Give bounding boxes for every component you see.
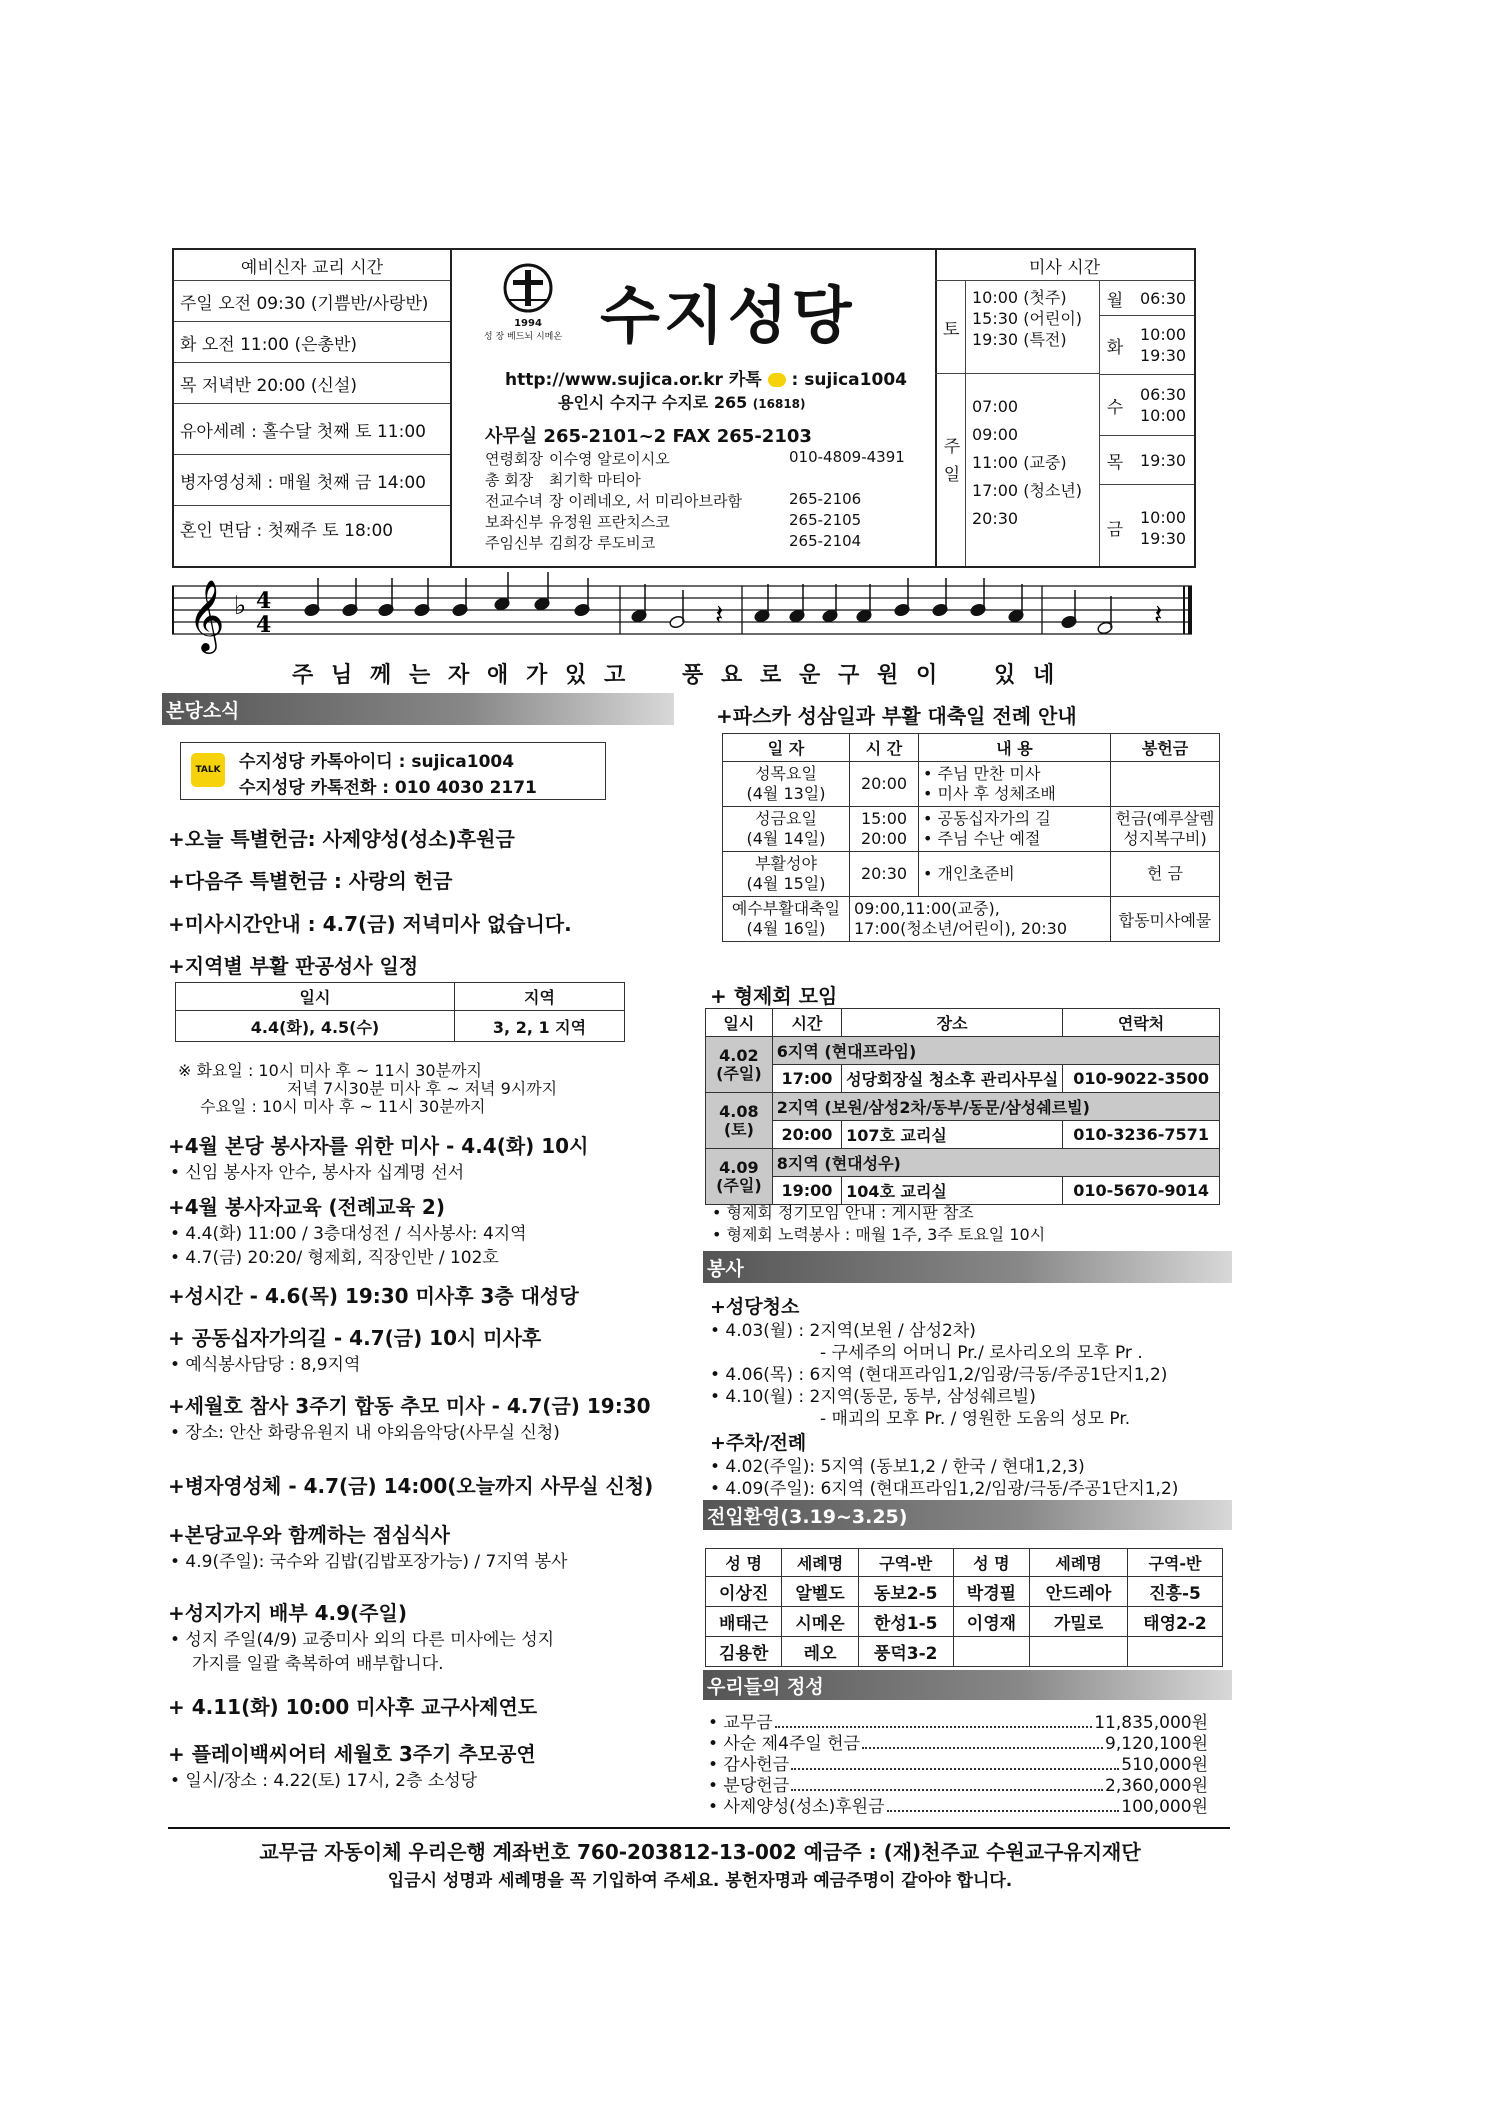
- easter-date: 예수부활대축일 (4월 16일): [723, 897, 850, 942]
- news-title: +4월 봉사자교육 (전례교육 2): [168, 1195, 445, 1219]
- catechism-row: 혼인 면담 : 첫째주 토 18:00: [180, 520, 394, 541]
- welcome-cell: 이영재: [953, 1607, 1029, 1637]
- parking-title: +주차/전례: [710, 1432, 807, 1454]
- lyric-syllable: 요: [721, 663, 743, 688]
- easter-time: 20:00: [850, 762, 919, 807]
- footer-note: 입금시 성명과 세례명을 꼭 기입하여 주세요. 봉헌자명과 예금주명이 같아야 합니다.: [387, 1871, 1013, 1891]
- news-title: + 공동십자가의길 - 4.7(금) 10시 미사후: [168, 1326, 542, 1350]
- offering-list: [708, 1712, 1208, 1817]
- welcome-cell: [1030, 1637, 1128, 1667]
- welcome-row: [706, 1577, 1223, 1607]
- offering-label: • 감사헌금: [708, 1755, 790, 1775]
- offering-amount: 2,360,000원: [1105, 1776, 1208, 1796]
- confession-note-3: 수요일 : 10시 미사 후 ~ 11시 30분까지: [200, 1097, 486, 1116]
- catechism-row: 주일 오전 09:30 (기쁨반/사랑반): [174, 281, 450, 322]
- news-detail: • 일시/장소 : 4.22(토) 17시, 2층 소성당: [170, 1771, 478, 1791]
- brotherhood-date: 4.09 (주일): [706, 1149, 773, 1205]
- weekday-row: [1100, 436, 1194, 485]
- brotherhood-region-row: [706, 1149, 1220, 1177]
- welcome-cell: 태영2-2: [1127, 1607, 1222, 1637]
- saturday-label: 토: [943, 320, 960, 340]
- contact-role: 총 회장: [485, 471, 534, 489]
- offering-label: • 사순 제4주일 헌금: [708, 1734, 861, 1754]
- contact-name: 김희강 루도비코: [549, 534, 656, 552]
- easter-time: 09:00,11:00(교중), 17:00(청소년/어린이), 20:30: [850, 897, 1111, 942]
- news-title: + 4.11(화) 10:00 미사후 교구사제연도: [168, 1695, 538, 1719]
- easter-offering: [1111, 762, 1220, 807]
- contact-phone: 265-2106: [789, 490, 862, 508]
- lyric-syllable: 자: [448, 663, 470, 688]
- brotherhood-title: + 형제회 모임: [710, 984, 838, 1008]
- catechism-row: 목 저녁반 20:00 (신설): [174, 363, 450, 404]
- kakao-box: [180, 742, 606, 800]
- news-detail: • 4.4(화) 11:00 / 3층대성전 / 식사봉사: 4지역: [170, 1224, 527, 1244]
- weekday-day: 화: [1106, 337, 1124, 358]
- news-title: +세월호 참사 3주기 합동 추모 미사 - 4.7(금) 19:30: [168, 1394, 651, 1418]
- catechism-panel: [174, 250, 452, 566]
- news-special-offering: +오늘 특별헌금: 사제양성(성소)후원금: [168, 827, 515, 851]
- offering-amount: 100,000원: [1121, 1797, 1208, 1817]
- easter-date: 성금요일 (4월 14일): [723, 807, 850, 852]
- lyric-syllable: 원: [877, 663, 899, 688]
- weekday-day: 금: [1106, 520, 1124, 540]
- news-detail: • 신임 봉사자 안수, 봉사자 십계명 선서: [170, 1163, 465, 1183]
- lyric-syllable: 주: [292, 663, 314, 688]
- weekday-masses: [1100, 281, 1194, 566]
- brotherhood-table: [705, 1008, 1220, 1205]
- church-name: 수지성당: [600, 279, 856, 352]
- section-welcome: 전입환영(3.19~3.25): [703, 1500, 1232, 1530]
- cleaning-line: • 4.10(월) : 2지역(동문, 동부, 삼성쉐르빌): [710, 1387, 1036, 1407]
- easter-offering: 헌 금: [1111, 852, 1220, 897]
- offering-label: • 사제양성(성소)후원금: [708, 1797, 885, 1817]
- lyric-syllable: 고: [604, 663, 626, 688]
- sunday-time: 17:00 (청소년): [972, 481, 1083, 500]
- brotherhood-time: 19:00: [772, 1177, 841, 1205]
- easter-row: [723, 897, 1220, 942]
- news-mass-notice: +미사시간안내 : 4.7(금) 저녁미사 없습니다.: [168, 912, 572, 936]
- welcome-header: 성 명: [953, 1549, 1029, 1577]
- contact-role: 보좌신부: [485, 513, 543, 531]
- saturday-time: 15:30 (어린이): [972, 309, 1083, 328]
- weekday-row: [1100, 316, 1194, 375]
- brotherhood-header-contact: 연락처: [1063, 1009, 1220, 1037]
- brotherhood-header-place: 장소: [842, 1009, 1063, 1037]
- welcome-header: 구역-반: [1127, 1549, 1222, 1577]
- cleaning-line: - 매괴의 모후 Pr. / 영원한 도움의 성모 Pr.: [820, 1409, 1131, 1429]
- sunday-time: 11:00 (교중): [972, 453, 1067, 472]
- mass-times-panel: [935, 250, 1194, 566]
- saturday-time: 19:30 (특전): [972, 330, 1067, 349]
- section-offerings: 우리들의 정성: [703, 1670, 1232, 1700]
- lyric-syllable: 께: [370, 663, 392, 688]
- brotherhood-region-row: [706, 1037, 1220, 1065]
- news-detail: • 장소: 안산 화랑유원지 내 야외음악당(사무실 신청): [170, 1423, 560, 1443]
- brotherhood-region: 6지역 (현대프라임): [772, 1037, 1219, 1065]
- kakao-phone-line: 수지성당 카톡전화 : 010 4030 2171: [239, 778, 537, 798]
- welcome-header: 구역-반: [858, 1549, 953, 1577]
- weekday-times: 06:30: [1140, 288, 1187, 308]
- contact-role: 전교수녀: [485, 492, 543, 510]
- easter-date: 성목요일 (4월 13일): [723, 762, 850, 807]
- welcome-header: 세례명: [782, 1549, 858, 1577]
- brotherhood-place: 성당회장실 청소후 관리사무실: [842, 1065, 1063, 1093]
- easter-time: 20:30: [850, 852, 919, 897]
- rest-icon: 𝄽: [1154, 598, 1163, 631]
- welcome-cell: 김용한: [706, 1637, 782, 1667]
- lyric-syllable: 님: [331, 663, 353, 688]
- sunday-time: 07:00: [972, 397, 1019, 416]
- welcome-cell: 알벨도: [782, 1577, 858, 1607]
- easter-row: [723, 852, 1220, 897]
- brotherhood-note-2: • 형제회 노력봉사 : 매월 1주, 3주 토요일 10시: [712, 1225, 1046, 1244]
- news-title: +본당교우와 함께하는 점심식사: [168, 1523, 450, 1547]
- welcome-table: [705, 1548, 1223, 1667]
- catechism-row: 유아세례 : 홀수달 첫째 토 11:00: [174, 404, 450, 455]
- news-title: +병자영성체 - 4.7(금) 14:00(오늘까지 사무실 신청): [168, 1474, 654, 1498]
- logo-year: 1994: [514, 318, 542, 329]
- news-title: +4월 본당 봉사자를 위한 미사 - 4.4(화) 10시: [168, 1134, 589, 1158]
- easter-date: 부활성야 (4월 15일): [723, 852, 850, 897]
- offering-amount: 510,000원: [1121, 1755, 1208, 1775]
- confession-table: [175, 982, 625, 1042]
- lyric-syllable: 로: [760, 663, 782, 688]
- contact-name: 유정원 프란치스코: [549, 513, 670, 531]
- catechism-row: 병자영성체 : 매월 첫째 금 14:00: [174, 455, 450, 506]
- brotherhood-detail-row: [706, 1121, 1220, 1149]
- contact-role: 연령회장: [485, 450, 543, 468]
- easter-content: • 공동십자가의 길 • 주님 수난 예절: [919, 807, 1111, 852]
- welcome-cell: 안드레아: [1030, 1577, 1128, 1607]
- lyric-syllable: 있: [565, 663, 587, 688]
- brotherhood-time: 20:00: [772, 1121, 841, 1149]
- confession-header-date: 일시: [176, 983, 455, 1011]
- contact-name: 최기학 마티아: [549, 471, 641, 489]
- welcome-cell: 배태근: [706, 1607, 782, 1637]
- brotherhood-phone: 010-9022-3500: [1063, 1065, 1220, 1093]
- welcome-cell: 가밀로: [1030, 1607, 1128, 1637]
- welcome-row: [706, 1637, 1223, 1667]
- brotherhood-place: 104호 교리실: [842, 1177, 1063, 1205]
- welcome-cell: 진흥-5: [1127, 1577, 1222, 1607]
- offering-label: • 교무금: [708, 1713, 773, 1733]
- news-confession-schedule: +지역별 부활 판공성사 일정: [168, 954, 419, 978]
- contact-phone: 265-2104: [789, 532, 862, 550]
- section-service: 봉사: [703, 1251, 1232, 1283]
- lyric-syllable: [643, 658, 682, 689]
- hymn-staff: [172, 568, 1192, 658]
- easter-offering: 합동미사예물: [1111, 897, 1220, 942]
- contact-row: [485, 490, 925, 511]
- website-url[interactable]: http://www.sujica.or.kr 카톡: [505, 370, 762, 390]
- easter-row: [723, 762, 1220, 807]
- confession-note-1: ※ 화요일 : 10시 미사 후 ~ 11시 30분까지: [178, 1061, 482, 1080]
- sunday-time: 20:30: [972, 509, 1019, 528]
- easter-header-date: 일 자: [723, 734, 850, 762]
- welcome-cell: 이상진: [706, 1577, 782, 1607]
- brotherhood-date: 4.08 (토): [706, 1093, 773, 1149]
- weekend-masses: [935, 281, 1100, 566]
- brotherhood-date: 4.02 (주일): [706, 1037, 773, 1093]
- weekday-day: 수: [1106, 397, 1124, 418]
- hymn-lyrics: [292, 658, 1152, 689]
- parking-line: • 4.09(주일): 6지역 (현대프라임1,2/임광/극동/주공1단지1,2): [710, 1479, 1179, 1499]
- cleaning-line: - 구세주의 어머니 Pr./ 로사리오의 모후 Pr .: [820, 1343, 1143, 1363]
- confession-header-region: 지역: [455, 983, 625, 1011]
- sunday-times: [965, 373, 1099, 566]
- rest-icon: 𝄽: [715, 598, 724, 631]
- church-emblem-icon: [501, 262, 555, 314]
- lyric-syllable: 구: [838, 663, 860, 688]
- welcome-header: 세례명: [1030, 1549, 1128, 1577]
- contact-phone: 265-2105: [789, 511, 862, 529]
- news-detail: 가지를 일괄 축복하여 배부합니다.: [192, 1654, 444, 1674]
- easter-content: • 주님 만찬 미사 • 미사 후 성체조배: [919, 762, 1111, 807]
- mass-times-title: 미사 시간: [935, 250, 1194, 281]
- weekday-times: 10:00 19:30: [1140, 507, 1187, 548]
- lyric-syllable: 운: [799, 663, 821, 688]
- kakao-icon: [768, 373, 786, 387]
- weekday-times: 10:00 19:30: [1140, 325, 1187, 365]
- offering-amount: 11,835,000원: [1094, 1713, 1208, 1733]
- lyric-syllable: 풍: [682, 663, 704, 688]
- easter-title: +파스카 성삼일과 부활 대축일 전례 안내: [716, 704, 1077, 728]
- offering-amount: 9,120,100원: [1105, 1734, 1208, 1754]
- address-text: 용인시 수지구 수지로 265: [558, 393, 748, 412]
- website-line: [505, 365, 907, 390]
- easter-header-offering: 봉헌금: [1111, 734, 1220, 762]
- parking-line: • 4.02(주일): 5지역 (동보1,2 / 한국 / 현대1,2,3): [710, 1457, 1085, 1477]
- sunday-label: 주 일: [943, 437, 961, 485]
- confession-date: 4.4(화), 4.5(수): [176, 1011, 455, 1042]
- catechism-title: 예비신자 교리 시간: [174, 250, 450, 281]
- weekday-row: [1100, 375, 1194, 436]
- brotherhood-phone: 010-3236-7571: [1063, 1121, 1220, 1149]
- kakao-id: : sujica1004: [791, 370, 907, 390]
- contact-list: [485, 448, 925, 553]
- section-parish-news: 본당소식: [162, 693, 674, 725]
- weekday-row: [1100, 281, 1194, 316]
- time-signature-icon: 4: [256, 588, 272, 614]
- brotherhood-header-date: 일시: [706, 1009, 773, 1037]
- news-title: +성시간 - 4.6(목) 19:30 미사후 3층 대성당: [168, 1284, 579, 1308]
- logo-text: 성 장 베드뇌 시메온: [483, 332, 563, 342]
- lyric-syllable: 는: [409, 663, 431, 688]
- lyric-syllable: [955, 658, 994, 689]
- saturday-time: 10:00 (첫주): [972, 288, 1067, 307]
- welcome-cell: 시메온: [782, 1607, 858, 1637]
- lyric-syllable: 가: [526, 663, 548, 688]
- easter-offering: 헌금(예루살렘 성지복구비): [1111, 807, 1220, 852]
- flat-sign-icon: ♭: [234, 591, 247, 621]
- bulletin-header: [172, 248, 1196, 568]
- news-title: +성지가지 배부 4.9(주일): [168, 1601, 407, 1625]
- kakao-id-line: 수지성당 카톡아이디 : sujica1004: [239, 752, 515, 772]
- welcome-cell: 레오: [782, 1637, 858, 1667]
- treble-clef-icon: 𝄞: [188, 578, 225, 651]
- news-next-offering: +다음주 특별헌금 : 사랑의 헌금: [168, 869, 453, 893]
- welcome-header: 성 명: [706, 1549, 782, 1577]
- brotherhood-region: 2지역 (보원/삼성2차/동부/동문/삼성쉐르빌): [772, 1093, 1219, 1121]
- weekday-day: 월: [1106, 290, 1124, 311]
- easter-table: [722, 733, 1220, 942]
- brotherhood-place: 107호 교리실: [842, 1121, 1063, 1149]
- church-info-panel: [450, 250, 937, 566]
- brotherhood-time: 17:00: [772, 1065, 841, 1093]
- footer-account: 교무금 자동이체 우리은행 계좌번호 760-203812-13-002 예금주 : (재)천주교 수원교구유지재단: [259, 1840, 1141, 1864]
- cleaning-line: • 4.06(목) : 6지역 (현대프라임1,2/임광/극동/주공1단지1,2): [710, 1365, 1168, 1385]
- contact-name: 장 이레네오, 서 미리아브라함: [549, 492, 742, 510]
- confession-region: 3, 2, 1 지역: [455, 1011, 625, 1042]
- welcome-cell: 한성1-5: [858, 1607, 953, 1637]
- cleaning-line: • 4.03(월) : 2지역(보원 / 삼성2차): [710, 1321, 976, 1341]
- brotherhood-note-1: • 형제회 정기모임 안내 : 게시판 참조: [712, 1203, 974, 1222]
- contact-row: [485, 469, 925, 490]
- contact-row: [485, 511, 925, 532]
- brotherhood-region: 8지역 (현대성우): [772, 1149, 1219, 1177]
- contact-role: 주임신부: [485, 534, 543, 552]
- brotherhood-phone: 010-5670-9014: [1063, 1177, 1220, 1205]
- easter-row: [723, 807, 1220, 852]
- address: [558, 390, 806, 413]
- welcome-cell: [953, 1637, 1029, 1667]
- catechism-row: 화 오전 11:00 (은총반): [174, 322, 450, 363]
- welcome-cell: [1127, 1637, 1222, 1667]
- lyric-syllable: 애: [487, 663, 509, 688]
- easter-header-content: 내 용: [919, 734, 1111, 762]
- contact-row: [485, 532, 925, 553]
- church-logo: [483, 262, 564, 342]
- weekday-times: 06:30 10:00: [1140, 385, 1187, 425]
- weekday-times: 19:30: [1140, 450, 1187, 470]
- contact-phone: 010-4809-4391: [789, 448, 905, 466]
- brotherhood-detail-row: [706, 1065, 1220, 1093]
- cleaning-title: +성당청소: [710, 1296, 800, 1318]
- news-detail: • 예식봉사담당 : 8,9지역: [170, 1355, 361, 1375]
- lyric-syllable: 이: [916, 663, 938, 688]
- lyric-syllable: 있: [994, 663, 1016, 688]
- welcome-cell: 박경필: [953, 1577, 1029, 1607]
- footer-rule: [168, 1827, 1230, 1829]
- postcode: (16818): [752, 397, 806, 411]
- offering-row: [708, 1796, 1208, 1817]
- weekday-day: 목: [1106, 452, 1124, 473]
- easter-content: • 개인초준비: [919, 852, 1111, 897]
- easter-header-time: 시 간: [850, 734, 919, 762]
- welcome-cell: 풍덕3-2: [858, 1637, 953, 1667]
- news-title: + 플레이백씨어터 세월호 3주기 추모공연: [168, 1742, 536, 1766]
- sunday-time: 09:00: [972, 425, 1019, 444]
- kakao-talk-icon: TALK: [191, 753, 225, 787]
- brotherhood-header-time: 시간: [772, 1009, 841, 1037]
- news-detail: • 4.7(금) 20:20/ 형제회, 직장인반 / 102호: [170, 1248, 499, 1268]
- easter-time: 15:00 20:00: [850, 807, 919, 852]
- brotherhood-region-row: [706, 1093, 1220, 1121]
- office-phone: 사무실 265-2101~2 FAX 265-2103: [485, 426, 812, 447]
- contact-row: [485, 448, 925, 469]
- weekday-row: [1100, 485, 1194, 570]
- lyric-syllable: 네: [1033, 663, 1055, 688]
- offering-label: • 분당헌금: [708, 1776, 790, 1796]
- welcome-row: [706, 1607, 1223, 1637]
- news-detail: • 성지 주일(4/9) 교중미사 외의 다른 미사에는 성지: [170, 1630, 555, 1650]
- welcome-cell: 동보2-5: [858, 1577, 953, 1607]
- contact-name: 이수영 알로이시오: [549, 450, 670, 468]
- saturday-times: [965, 281, 1099, 373]
- news-detail: • 4.9(주일): 국수와 김밥(김밥포장가능) / 7지역 봉사: [170, 1552, 568, 1572]
- svg-text:4: 4: [256, 612, 272, 638]
- confession-note-2: 저녁 7시30분 미사 후 ~ 저녁 9시까지: [287, 1079, 558, 1098]
